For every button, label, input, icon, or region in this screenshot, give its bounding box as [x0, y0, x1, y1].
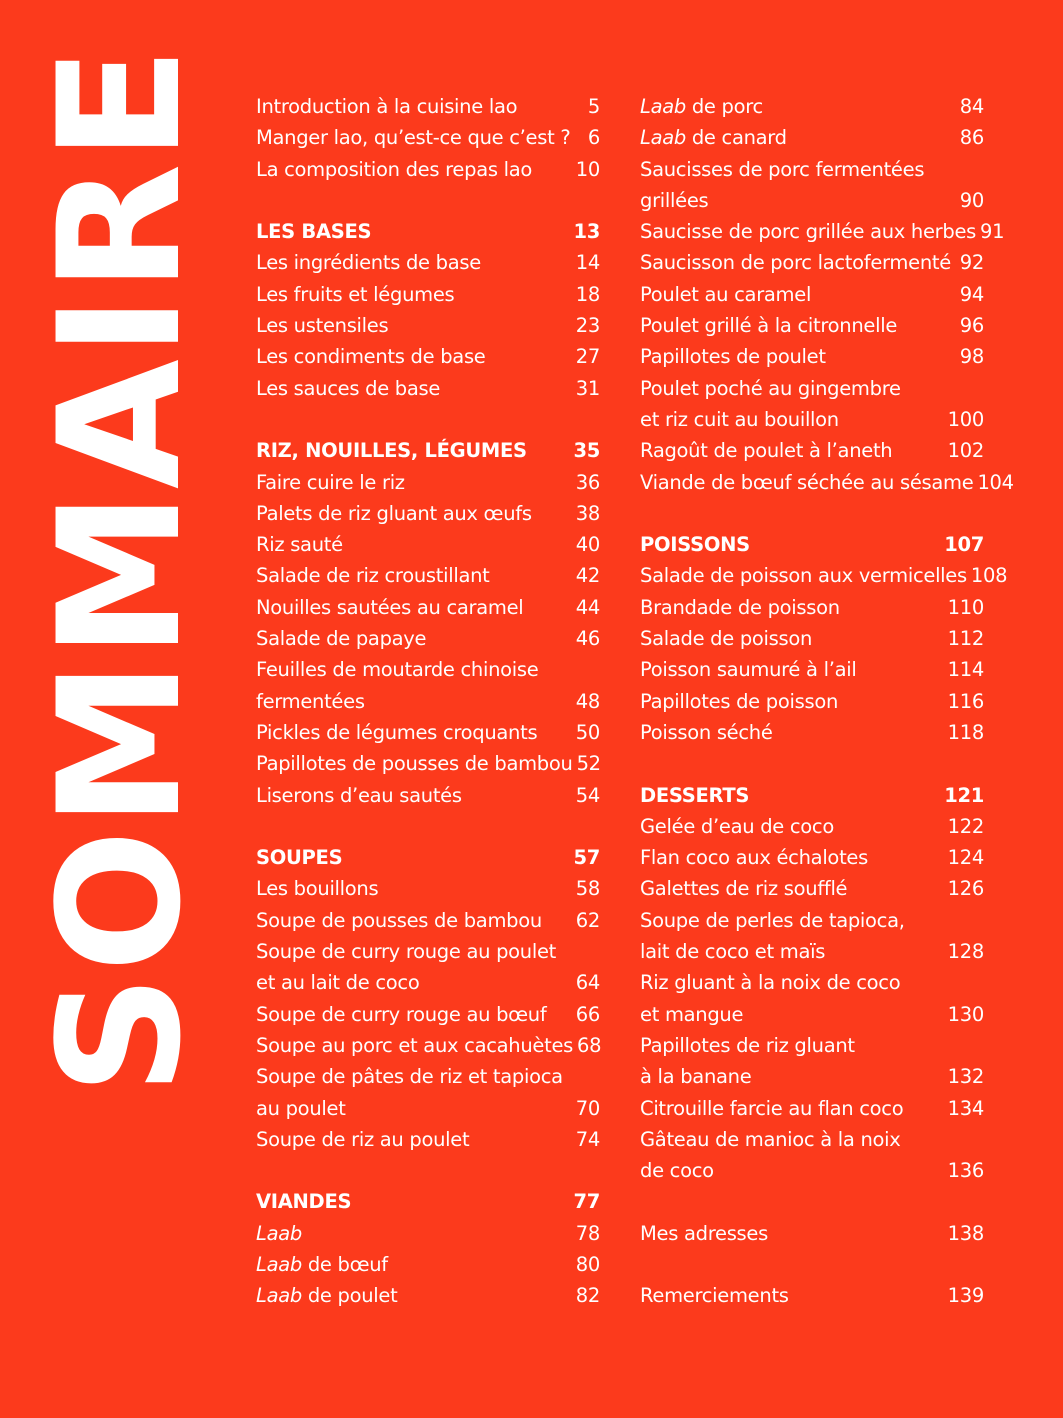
toc-entry [256, 498, 600, 529]
toc-page-number: 58 [575, 877, 600, 901]
toc-page-number: 38 [575, 501, 600, 525]
toc-entry [256, 905, 600, 936]
toc-section-heading [256, 842, 600, 873]
toc-entry-label: et mangue [640, 1002, 744, 1026]
toc-entry-label [640, 122, 956, 153]
toc-page-number: 114 [947, 658, 984, 682]
toc-entry-label: Salade de papaye [256, 627, 427, 651]
toc-page-number: 36 [575, 470, 600, 494]
toc-entry-label: Saucisses de porc fermentées [640, 157, 925, 181]
toc-entry-label: à la banane [640, 1065, 752, 1089]
toc-entry-label [256, 1218, 572, 1249]
toc-entry-label: Nouilles sautées au caramel [256, 595, 524, 619]
toc-entry-label: Viande de bœuf séchée au sésame [640, 470, 974, 494]
toc-entry-label-rest: de bœuf [301, 1252, 388, 1276]
toc-column-left [256, 91, 600, 1312]
toc-entry-label: Les fruits et légumes [256, 282, 455, 306]
toc-entry-label: Soupe de pousses de bambou [256, 908, 542, 932]
toc-page-number: 122 [947, 814, 984, 838]
toc-entry [640, 91, 984, 122]
toc-page-number: 92 [959, 251, 984, 275]
toc-entry-label: Les ustensiles [256, 314, 389, 338]
toc-entry-label: Remerciements [640, 1284, 789, 1308]
toc-entry-label: Galettes de riz soufflé [640, 877, 848, 901]
toc-section-heading [640, 529, 984, 560]
toc-page-number: 10 [575, 157, 600, 181]
toc-entry [640, 1280, 984, 1311]
toc-column-right [640, 91, 1014, 1312]
toc-page-number: 54 [575, 783, 600, 807]
toc-entry-label: Gâteau de manioc à la noix [640, 1127, 901, 1151]
toc-entry-label: Saucisson de porc lactofermenté [640, 251, 951, 275]
toc-entry [256, 1093, 600, 1124]
toc-page-number: 18 [575, 282, 600, 306]
toc-entry [640, 467, 1014, 498]
toc-page-number: 124 [947, 846, 984, 870]
toc-entry [256, 1030, 600, 1061]
toc-page-number: 98 [959, 345, 984, 369]
toc-entry-label: de coco [640, 1159, 714, 1183]
toc-entry [640, 404, 984, 435]
toc-entry-label: Flan coco aux échalotes [640, 846, 868, 870]
toc-page-number: 84 [959, 95, 984, 118]
toc-entry-label: Soupe de pâtes de riz et tapioca [256, 1065, 563, 1089]
toc-entry-label: Les condiments de base [256, 345, 486, 369]
section-gap [640, 498, 984, 529]
toc-entry [640, 1218, 984, 1249]
toc-entry [640, 216, 1005, 247]
toc-page-number: 35 [573, 439, 600, 463]
toc-entry [256, 1061, 600, 1092]
toc-page-number: 126 [947, 877, 984, 901]
section-gap [256, 404, 600, 435]
section-gap [256, 185, 600, 216]
toc-entry-label: Riz sauté [256, 533, 343, 557]
toc-entry-label: Salade de poisson aux vermicelles [640, 564, 967, 588]
toc-page-number: 139 [947, 1284, 984, 1308]
toc-entry [640, 967, 984, 998]
toc-entry-label [256, 1249, 572, 1280]
toc-page-number: 23 [575, 314, 600, 338]
toc-entry [640, 1061, 984, 1092]
toc-entry [256, 592, 600, 623]
toc-entry-label: Citrouille farcie au flan coco [640, 1096, 904, 1120]
toc-page-number: 78 [575, 1221, 600, 1245]
toc-page-number: 116 [947, 689, 984, 713]
toc-page-number: 82 [575, 1284, 600, 1308]
toc-entry-label: et riz cuit au bouillon [640, 407, 839, 431]
toc-entry-label: et au lait de coco [256, 971, 420, 995]
toc-entry [256, 654, 600, 685]
toc-entry-label: Soupe de curry rouge au poulet [256, 940, 557, 964]
toc-page-number: 107 [944, 533, 984, 557]
toc-entry [256, 91, 600, 122]
toc-page-number: 48 [575, 689, 600, 713]
section-gap [256, 1155, 600, 1186]
toc-page-number: 104 [977, 470, 1014, 494]
toc-entry-label: au poulet [256, 1096, 346, 1120]
toc-entry [256, 1218, 600, 1249]
toc-entry-label: Poisson saumuré à l’ail [640, 658, 857, 682]
toc-entry [256, 1249, 600, 1280]
toc-entry [640, 686, 984, 717]
toc-entry-label [640, 91, 956, 122]
toc-entry [256, 122, 600, 153]
toc-entry [256, 560, 600, 591]
toc-page-number: 108 [970, 564, 1008, 588]
toc-page-number: 27 [575, 345, 600, 369]
page-title: SOMMAIRE [22, 44, 218, 1096]
toc-page-number: 74 [575, 1127, 600, 1151]
toc-entry [256, 310, 600, 341]
toc-entry-label: Les ingrédients de base [256, 251, 481, 275]
toc-entry [640, 717, 984, 748]
toc-entry [640, 185, 984, 216]
toc-entry-label: Poulet grillé à la citronnelle [640, 314, 898, 338]
toc-page-number: 66 [575, 1002, 600, 1026]
toc-entry-italic: Laab [256, 1252, 302, 1276]
toc-entry [640, 1124, 984, 1155]
toc-page-number: 132 [947, 1065, 984, 1089]
toc-entry [256, 373, 600, 404]
toc-entry [640, 373, 984, 404]
toc-page-number: 52 [576, 752, 601, 776]
toc-entry-label [256, 1280, 572, 1311]
toc-entry [256, 1280, 600, 1311]
toc-page-number: 102 [947, 439, 984, 463]
toc-entry-italic: Laab [256, 1221, 302, 1245]
toc-page-number: 130 [947, 1002, 984, 1026]
toc-page-number: 112 [947, 627, 984, 651]
toc-entry-label: Ragoût de poulet à l’aneth [640, 439, 893, 463]
title-area [0, 0, 250, 1418]
toc-page-number: 94 [959, 282, 984, 306]
toc-entry-label: Introduction à la cuisine lao [256, 95, 518, 118]
toc-entry [256, 999, 600, 1030]
toc-entry-label: Papillotes de poisson [640, 689, 839, 713]
section-gap [640, 1249, 984, 1280]
toc-entry-label: Salade de riz croustillant [256, 564, 490, 588]
toc-entry-label: Faire cuire le riz [256, 470, 405, 494]
toc-page-number: 5 [587, 95, 600, 118]
toc-entry-label-rest: de porc [685, 95, 763, 118]
toc-entry [640, 936, 984, 967]
toc-entry [256, 748, 600, 779]
toc-page-number: 50 [575, 720, 600, 744]
toc-page-number: 42 [575, 564, 600, 588]
toc-page-number: 134 [947, 1096, 984, 1120]
toc-page-number: 14 [575, 251, 600, 275]
toc-entry [640, 310, 984, 341]
toc-entry-label: Les bouillons [256, 877, 379, 901]
toc-page-number: 128 [947, 940, 984, 964]
toc-entry-label: RIZ, NOUILLES, LÉGUMES [256, 439, 527, 463]
toc-entry [640, 247, 984, 278]
toc-page-number: 100 [947, 407, 984, 431]
toc-entry-label: Brandade de poisson [640, 595, 840, 619]
toc-entry [256, 341, 600, 372]
toc-entry [256, 936, 600, 967]
toc-page-number: 110 [947, 595, 984, 619]
toc-page-number: 46 [575, 627, 600, 651]
toc-entry-label-rest: de poulet [301, 1284, 398, 1308]
toc-page-number: 77 [573, 1190, 600, 1214]
toc-entry-italic: Laab [640, 126, 686, 150]
toc-entry-label: Soupe de perles de tapioca, [640, 908, 905, 932]
toc-entry [256, 873, 600, 904]
toc-section-heading [640, 780, 984, 811]
toc-page-number: 90 [959, 188, 984, 212]
toc-entry-label: Manger lao, qu’est-ce que c’est ? [256, 126, 571, 150]
toc-page-number: 31 [575, 376, 600, 400]
toc-entry [256, 1124, 600, 1155]
toc-entry-label: Les sauces de base [256, 376, 441, 400]
toc-entry-label: Poulet au caramel [640, 282, 812, 306]
toc-entry-label: Soupe de riz au poulet [256, 1127, 470, 1151]
toc-entry [640, 842, 984, 873]
toc-page-number: 91 [980, 220, 1005, 244]
toc-page-number: 118 [947, 720, 984, 744]
toc-entry-italic: Laab [640, 95, 686, 118]
toc-page-number: 57 [573, 846, 600, 870]
toc-entry-label: SOUPES [256, 846, 343, 870]
toc-section-heading [256, 435, 600, 466]
toc-page-number: 80 [575, 1252, 600, 1276]
toc-entry [256, 247, 600, 278]
toc-entry [640, 122, 984, 153]
toc-page-number: 136 [947, 1159, 984, 1183]
toc-entry-label: Liserons d’eau sautés [256, 783, 462, 807]
section-gap [256, 811, 600, 842]
toc-page-number: 6 [587, 126, 600, 150]
toc-entry [640, 1093, 984, 1124]
toc-entry-label: VIANDES [256, 1190, 352, 1214]
toc-page-number: 86 [959, 126, 984, 150]
toc-entry-label: Palets de riz gluant aux œufs [256, 501, 532, 525]
toc-entry-label: Soupe de curry rouge au bœuf [256, 1002, 547, 1026]
toc-page-number: 70 [575, 1096, 600, 1120]
toc-section-heading [256, 1186, 600, 1217]
toc-entry [640, 435, 984, 466]
toc-entry-label: Feuilles de moutarde chinoise [256, 658, 539, 682]
toc-entry [640, 623, 984, 654]
toc-entry-label: POISSONS [640, 533, 750, 557]
toc-entry-label: grillées [640, 188, 709, 212]
toc-entry-label: fermentées [256, 689, 365, 713]
toc-entry [256, 717, 600, 748]
section-gap [640, 1186, 984, 1217]
toc-entry-label: Soupe au porc et aux cacahuètes [256, 1033, 574, 1057]
toc-page-number: 64 [575, 971, 600, 995]
toc-entry [640, 999, 984, 1030]
toc-page-number: 68 [577, 1033, 602, 1057]
toc-entry [640, 1155, 984, 1186]
toc-section-heading [256, 216, 600, 247]
toc-entry-label: Saucisse de porc grillée aux herbes [640, 220, 977, 244]
toc-entry-label: Poisson séché [640, 720, 773, 744]
toc-entry-label: LES BASES [256, 220, 372, 244]
toc-page-number: 40 [575, 533, 600, 557]
toc-page-number: 44 [575, 595, 600, 619]
toc-entry-label: Papillotes de riz gluant [640, 1033, 855, 1057]
toc-entry [640, 592, 984, 623]
toc-entry [256, 279, 600, 310]
toc-entry-label: Papillotes de pousses de bambou [256, 752, 573, 776]
toc-entry [640, 560, 1008, 591]
toc-entry [256, 623, 600, 654]
toc-entry-label: Poulet poché au gingembre [640, 376, 901, 400]
toc-page-number: 62 [575, 908, 600, 932]
toc-entry-label: Mes adresses [640, 1221, 768, 1245]
toc-entry-label: Gelée d’eau de coco [640, 814, 834, 838]
section-gap [640, 748, 984, 779]
toc-page-number: 96 [959, 314, 984, 338]
toc-entry [640, 905, 984, 936]
toc-entry [640, 154, 984, 185]
toc-entry-label: Salade de poisson [640, 627, 813, 651]
toc-entry-label-rest: de canard [685, 126, 787, 150]
toc-entry [640, 654, 984, 685]
toc-entry [256, 967, 600, 998]
toc-entry-label: Riz gluant à la noix de coco [640, 971, 901, 995]
toc-entry [256, 529, 600, 560]
toc-entry-label: Papillotes de poulet [640, 345, 826, 369]
toc-entry [640, 873, 984, 904]
toc-entry [640, 341, 984, 372]
toc-entry-label: DESSERTS [640, 783, 750, 807]
toc-entry-italic: Laab [256, 1284, 302, 1308]
toc-entry-label: Pickles de légumes croquants [256, 720, 538, 744]
toc-page-number: 121 [944, 783, 984, 807]
toc-page-number: 138 [947, 1221, 984, 1245]
toc-entry [256, 686, 600, 717]
toc-entry [256, 780, 600, 811]
toc-entry [256, 154, 600, 185]
toc-entry-label: lait de coco et maïs [640, 940, 826, 964]
toc-entry [640, 279, 984, 310]
toc-entry-label: La composition des repas lao [256, 157, 532, 181]
toc-entry [256, 467, 600, 498]
toc-page-number: 13 [573, 220, 600, 244]
toc-entry [640, 811, 984, 842]
toc-entry [640, 1030, 984, 1061]
